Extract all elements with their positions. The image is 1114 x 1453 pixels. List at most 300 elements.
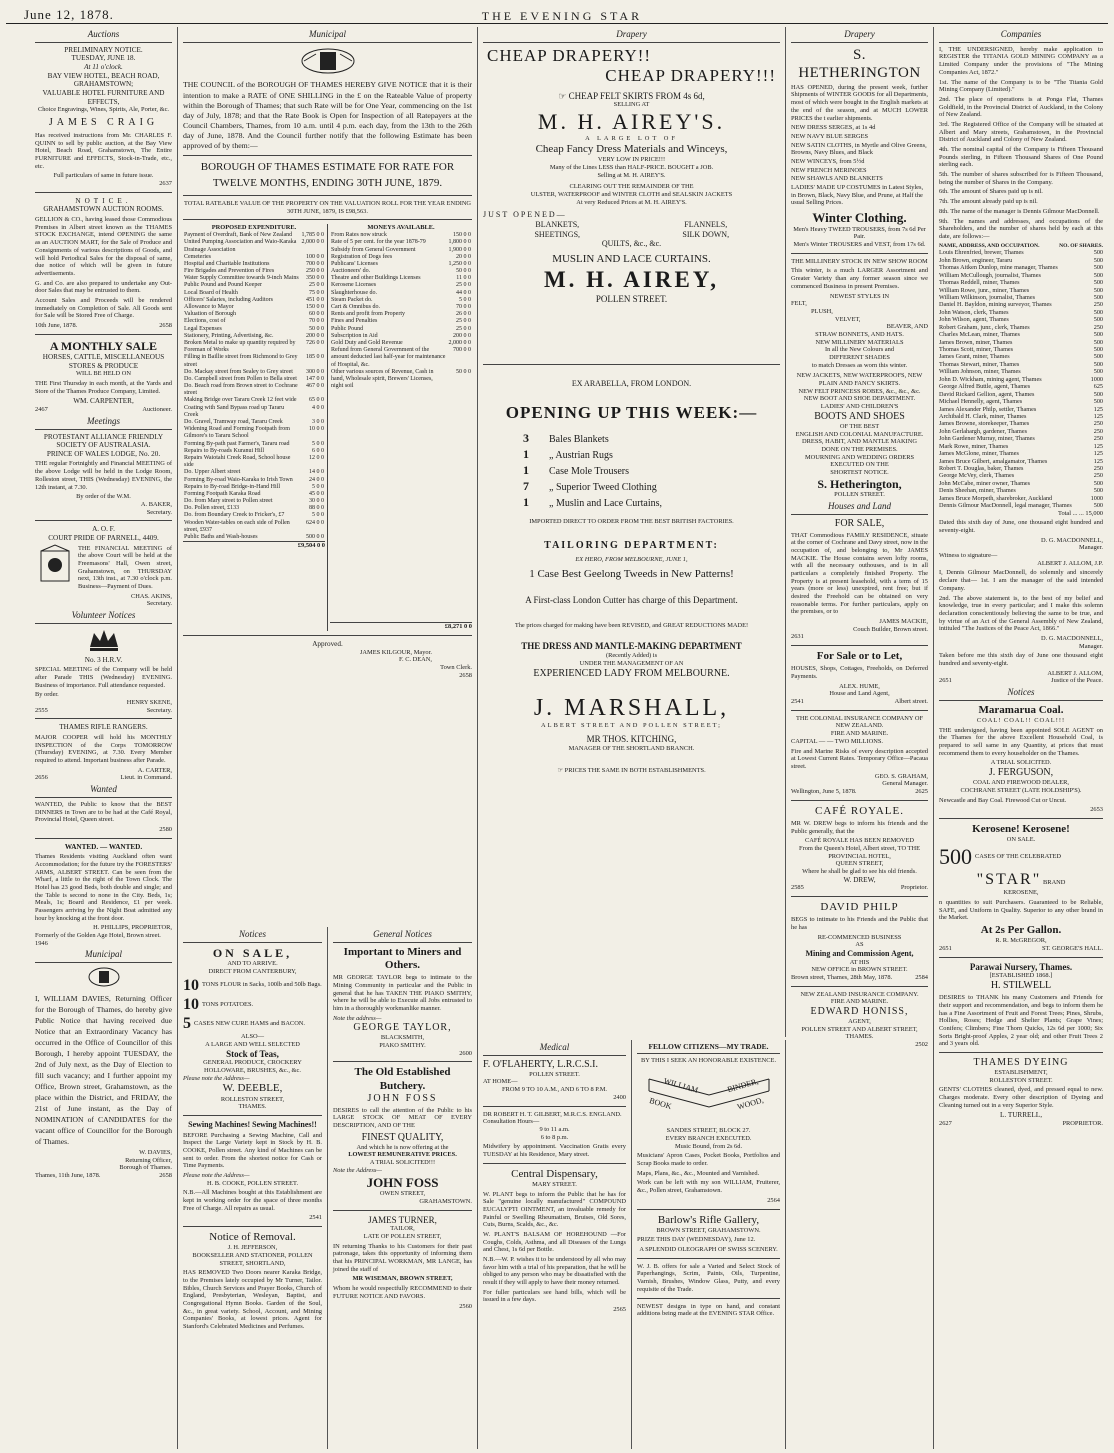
shareholder-row — [939, 249, 1103, 256]
expenditure-row — [183, 297, 325, 304]
expenditure-item: Allowance to Mayor — [184, 304, 234, 311]
ad-number: 2565 — [613, 1306, 626, 1314]
secretary: Secretary. — [146, 706, 172, 714]
signatory: CHAS. AKINS, — [130, 592, 172, 600]
signatory: A. CARTER, — [137, 766, 172, 774]
new-goods-line: NEW NAVY BLUE SERGES — [791, 132, 869, 140]
expenditure-row — [183, 426, 325, 440]
house-agent: House and Land Agent, — [829, 690, 890, 698]
major-cooper-text: MAJOR COOPER will hold his MONTHLY INSPECTION of the Corps TOMORROW (Thursday) EVENING, at 7.30. Every Member required to attend. Important business after Parade. — [35, 733, 172, 764]
moneys-row — [330, 311, 472, 318]
new-goods-line: NEW WINCEYS, from 5½d — [791, 157, 865, 165]
horses-cattle: HORSES, CATTLE, MISCELLANEOUS STORES & PRODUCE — [42, 353, 165, 370]
coach-builder: Couch Builder, Brown street. — [853, 625, 928, 633]
s-hetherington: S. Hetherington, — [817, 476, 902, 491]
shareholder-row — [939, 264, 1103, 271]
ex-hero: EX HERO, FROM MELBOURNE, JUNE 1, — [575, 556, 688, 564]
on-sale: ON SALE. — [1006, 836, 1036, 844]
moneys-item: From Rates now struck — [331, 232, 387, 239]
quilts: QUILTS, &c., &c. — [601, 239, 662, 249]
ad-number: 2625 — [915, 787, 928, 795]
central-dispensary: Central Dispensary, — [511, 1167, 598, 1180]
note-address: Note the Address— — [333, 1166, 382, 1174]
hotel-name: BAY VIEW HOTEL, BEACH ROAD, GRAHAMSTOWN; — [47, 71, 160, 89]
moneys-amount: 2,000 0 0 — [448, 339, 471, 346]
as: AS — [855, 941, 864, 949]
notice-of-removal: Notice of Removal. — [209, 1231, 296, 1244]
newspaper-title: THE EVENING STAR — [481, 8, 643, 23]
expenditure-item: Repairs to By-road Bridge-in-Hand Hill — [184, 483, 280, 490]
expenditure-item: Water Supply Committee towards 9-inch Mains — [184, 275, 299, 282]
auction-rooms: GRAHAMSTOWN AUCTION ROOMS. — [43, 205, 164, 214]
clause-3: 3rd. The Registered Office of the Company will be situated at Albert and Mary streets, Grahamstown, in the Provincial District of Auckland and Colony of New Zealand. — [939, 120, 1103, 144]
item-description: CASES NEW CURE HAMS and BACON. — [194, 1019, 306, 1027]
mining-agent: Mining and Commission Agent, — [805, 948, 914, 958]
declaration-2: 2nd. The above statement is, to the best of my belief and knowledge, true in every particular; and I make this solemn declaration conscientiously believing the same to be true, and by virtue of an Act of the General Assembly of New Zealand, intituled "The Justices of the Peace Act, 1866." — [939, 594, 1103, 633]
expenditure-row — [183, 484, 325, 491]
sale-item — [183, 995, 322, 1014]
pollen-albert: POLLEN STREET AND ALBERT STREET, THAMES. — [801, 1025, 918, 1041]
blacksmith: BLACKSMITH, — [380, 1034, 425, 1042]
expenditure-amount: 75 0 0 — [309, 289, 324, 296]
at-his: AT HIS — [849, 958, 870, 966]
shareholder-row — [939, 383, 1103, 390]
sewing-machines: Sewing Machines! Sewing Machines!! — [188, 1119, 317, 1129]
section-drapery: Drapery — [483, 27, 780, 43]
newcastle-coal: Newcastle and Bay Coal. Firewood Cut or Uncut. — [939, 796, 1067, 804]
ad-number: 2560 — [459, 1302, 472, 1310]
expenditure-item: Coating with Sand Bypass road up Tararu Creek — [184, 404, 285, 418]
item-quantity: 5 — [183, 1014, 191, 1032]
section-notices: Notices — [939, 685, 1103, 701]
moneys-row — [330, 254, 472, 261]
item-quantity: 1 — [523, 447, 529, 462]
proprietor: PROPRIETOR. — [1062, 1120, 1103, 1128]
expenditure-item: Repairs to By-roads Kuranui Hill — [184, 447, 264, 454]
manager: Manager. — [1079, 642, 1103, 650]
item-quantity: 10 — [183, 976, 199, 994]
piako-smithy: PIAKO SMITHY. — [379, 1041, 426, 1049]
pollen-street: POLLEN STREET. — [595, 293, 668, 304]
very-low: VERY LOW IN PRICE!!! — [597, 156, 666, 164]
on-sale: ON SALE, — [212, 945, 293, 960]
shareholder-name: James Brown, miner, Thames — [939, 338, 1013, 346]
ladies-children: LADIES' AND CHILDREN'S — [820, 403, 899, 411]
newest-styles: NEWEST STYLES IN — [829, 292, 890, 300]
issue-date: June 12, 1878. — [24, 7, 114, 23]
formerly: Formerly of the Golden Age Hotel, Brown street. — [35, 932, 161, 940]
moneys-amount: 20 0 0 — [456, 253, 471, 260]
clause-8: 8th. The name of the manager is Dennis Gilmour MacDonnell. — [939, 207, 1100, 215]
expenditure-item: Do. Beach road from Brown street to Cochrane street — [184, 383, 298, 397]
shareholder-name: Thomas Aitken Dunlop, mine manager, Thames — [939, 264, 1058, 272]
muslin-curtains: MUSLIN AND LACE CURTAINS. — [552, 252, 711, 265]
shareholder-shares: 500 — [1093, 256, 1103, 264]
shareholder-shares: 500 — [1093, 308, 1103, 316]
shareholder-shares: 500 — [1093, 279, 1103, 287]
shareholder-name: Dennis Gilmour MacDonnell, legal manager, Thames — [939, 502, 1072, 510]
moneys-item: Rents and profit from Property — [331, 311, 405, 318]
dress-department: THE DRESS AND MANTLE-MAKING DEPARTMENT — [521, 641, 742, 652]
bookseller: BOOKSELLER AND STATIONER, POLLEN STREET, SHORTLAND, — [192, 1251, 313, 1267]
shareholder-name: John Gardener Murray, miner, Thames — [939, 435, 1035, 443]
gellion-text: GELLION & CO., having leased those Commodious Premises in Albert street known as the THAMES STOCK EXCHANGE, intend OPENING the same as an AUCTION MART, for the Sale of Produce and Consignments of various descriptions of Goods, and will hold Periodical Sales for the disposal of same, due notice of which will be given in future advertisements. — [35, 216, 172, 277]
moneys-row — [330, 247, 472, 254]
expenditure-amount: 3 0 0 — [312, 419, 324, 426]
town-clerk-name: F. C. DEAN, — [398, 656, 432, 664]
mcgregor: R. R. McGREGOR, — [995, 937, 1047, 945]
section-notices: Notices — [183, 927, 322, 943]
expenditure-row — [183, 441, 325, 448]
moneys-amount: 25 0 0 — [456, 325, 471, 332]
albert-pollen: ALBERT STREET AND POLLEN STREET; — [541, 722, 722, 730]
shareholder-shares: 1000 — [1090, 375, 1103, 383]
prices-same: PRICES THE SAME IN BOTH ESTABLISHMENTS. — [564, 766, 706, 774]
shareholder-name: John Gerlahargh, gardener, Thames — [939, 427, 1028, 435]
expenditure-item: Public Baths and Wash-houses — [184, 534, 258, 541]
borough: Borough of Thames. — [119, 1164, 172, 1172]
expenditure-amount: 1,785 0 0 — [301, 232, 324, 239]
imported-direct: IMPORTED DIRECT TO ORDER FROM THE BEST BRITISH FACTORIES. — [529, 518, 734, 526]
expenditure-amount: 451 0 0 — [306, 296, 324, 303]
large-lot: A LARGE LOT OF — [585, 135, 678, 143]
moneys-row — [330, 326, 472, 333]
ad-number: 2631 — [791, 633, 804, 641]
expenditure-row — [183, 318, 325, 325]
clause-9: 9th. The names and addresses, and occupations of the Shareholders, and the number of shares held by each at this date, are follows:— — [939, 217, 1103, 240]
crown-icon — [86, 627, 122, 653]
justice: Justice of the Peace. — [1051, 677, 1103, 685]
moneys-row — [330, 290, 472, 297]
opening-item — [523, 479, 780, 494]
shareholder-shares: 500 — [1093, 331, 1103, 339]
maramarua-coal: Maramarua Coal. — [978, 703, 1064, 716]
every-branch: EVERY BRANCH EXECUTED. — [665, 1135, 752, 1143]
moneys-item: Subsidy from General Government — [331, 246, 416, 253]
shareholder-row — [939, 279, 1103, 286]
shareholder-row — [939, 420, 1103, 427]
ad-number: 2653 — [1090, 806, 1103, 814]
shareholder-row — [939, 257, 1103, 264]
shareholder-shares: 500 — [1093, 271, 1103, 279]
millinery-materials: NEW MILLINERY MATERIALS — [815, 338, 904, 346]
edward-honiss: EDWARD HONISS, — [810, 1005, 909, 1017]
secretary: Secretary. — [146, 600, 172, 608]
opening-item — [523, 463, 780, 478]
expenditure-item: Forming By-path past Farmer's, Tararu road — [184, 440, 290, 447]
expenditure-amount: 2,000 0 0 — [301, 239, 324, 246]
opening-items — [523, 431, 780, 510]
returning-officer: Returning Officer, — [125, 1156, 172, 1164]
moneys-row — [330, 347, 472, 369]
expenditure-item: Do. from Mary street to Pollen street — [184, 498, 273, 505]
ad-number: 2585 — [791, 884, 804, 892]
prize-this-day: PRIZE THIS DAY (WEDNESDAY), June 12. — [637, 1236, 756, 1244]
general-produce: GENERAL PRODUCE, CROCKERY HOLLOWARE, BRUSHES, &c., &c. — [203, 1059, 302, 1074]
sale-time: At 11 o'clock. — [84, 63, 123, 72]
solemn-declaration: I, Dennis Gilmour MacDonnell, do solemnly and sincerely declare that— 1st. I am the manager of the said intended Company. — [939, 569, 1103, 592]
has-been-removed: CAFÉ ROYALE HAS BEEN REMOVED — [805, 837, 914, 845]
new-goods-line: NEW DRESS SERGES, at 1s 4d — [791, 124, 876, 132]
moneys-amount: 11 0 0 — [456, 275, 471, 282]
shareholder-shares: 125 — [1093, 442, 1103, 450]
expenditure-item: Valuation of Borough — [184, 311, 236, 318]
sale-item — [183, 1014, 322, 1033]
clause-4: 4th. The nominal capital of the Company is Fifteen Thousand Pounds sterling, in Fifteen Thousand Shares of One Pound sterling each. — [939, 146, 1103, 169]
notice-heading: NOTICE. — [75, 196, 132, 205]
established: [ESTABLISHED 1868.] — [989, 972, 1053, 980]
moneys-amount: 150 0 0 — [453, 232, 471, 239]
fire-marine: FIRE AND MARINE. — [830, 998, 889, 1006]
item-description: „ Superior Tweed Clothing — [549, 482, 657, 494]
turrell: L. TURRELL, — [1000, 1111, 1042, 1120]
moneys-amount: 26 0 0 — [456, 311, 471, 318]
proprietor: Proprietor. — [900, 884, 928, 892]
kitching: MR THOS. KITCHING, — [586, 734, 677, 745]
pollen-street: POLLEN STREET. — [529, 1070, 580, 1078]
winter-clothing: Winter Clothing. — [812, 210, 907, 226]
shareholder-row — [939, 398, 1103, 405]
expenditure-amount: 147 0 0 — [306, 375, 324, 382]
expenditure-total: £9,504 0 0 — [183, 541, 325, 550]
pointing-hand-icon: ☞ — [557, 766, 565, 774]
lowest-prices: LOWEST REMUNERATIVE PRICES. — [348, 1151, 457, 1159]
m-h-airey: M. H. AIREY, — [543, 267, 720, 293]
hrv-heading: No. 3 H.R.V. — [84, 655, 123, 664]
kerosene-heading: Kerosene! Kerosene! — [972, 822, 1070, 835]
just-opened: JUST OPENED— — [483, 210, 567, 220]
shareholder-shares: 250 — [1093, 420, 1103, 428]
shareholder-shares: 500 — [1093, 346, 1103, 353]
shareholder-row — [939, 353, 1103, 360]
experienced-lady: EXPERIENCED LADY FROM MELBOURNE. — [533, 667, 730, 679]
william-label: WILLIAM — [662, 1076, 700, 1096]
shareholder-shares: 500 — [1093, 502, 1103, 510]
shareholder-row — [939, 331, 1103, 338]
expenditure-row — [183, 498, 325, 505]
auctioneer-craig: JAMES CRAIG — [48, 116, 159, 128]
also: ALSO— — [240, 1033, 265, 1041]
expenditure-amount: 45 0 0 — [309, 490, 324, 497]
ad-number: 2658 — [459, 671, 472, 679]
hetherington-title: S. HETHERINGTON — [798, 46, 921, 81]
shareholder-name: James Grant, miner, Thames — [939, 353, 1010, 361]
colonial-insurance: THE COLONIAL INSURANCE COMPANY OF NEW ZEALAND. — [795, 714, 924, 730]
expenditure-amount: 350 0 0 — [306, 275, 324, 282]
moneys-total: £8,271 0 0 — [330, 622, 472, 631]
large-selected: A LARGE AND WELL SELECTED — [205, 1040, 300, 1048]
item-description: TONS POTATOES. — [202, 1000, 254, 1008]
expenditure-amount: 624 0 0 — [306, 519, 324, 526]
coat-of-arms-icon — [87, 966, 121, 988]
millinery-text: This winter, is a much LARGER Assortment and Greater Variety than any former season since we commenced Business in present Premises. — [791, 267, 928, 290]
at-home: AT HOME— — [483, 1078, 518, 1086]
craig-text: Has received instructions from Mr. CHARLES F. QUINN to sell by public auction, at the Bay View Hotel, Beach Road, Grahamstown, The Entire FURNITURE and EFFECTS, Stock-in-Trade, etc., etc. — [35, 131, 172, 170]
shareholder-name: Louis Ehrenfried, brewer, Thames — [939, 249, 1024, 257]
millinery-stock: THE MILLINERY STOCK IN NEW SHOW ROOM — [791, 257, 928, 265]
shortest-notice: SHORTEST NOTICE. — [830, 468, 889, 476]
albert-street: Albert street. — [894, 698, 928, 706]
manager-branch: MANAGER OF THE SHORTLAND BRANCH. — [568, 744, 695, 752]
expenditure-item: Fire Brigades and Prevention of Fires — [184, 268, 275, 275]
sheetings: SHEETINGS, — [534, 229, 581, 239]
shareholder-row — [939, 301, 1103, 308]
moneys-table — [330, 232, 472, 390]
expenditure-item: Do. Mackay street from Sealey to Grey street — [184, 368, 293, 375]
midwifery: Midwifery by appointment. Vaccination Gratis every TUESDAY at his Residence, Mary street. — [483, 1143, 626, 1158]
ad-number: 2400 — [613, 1093, 626, 1101]
approved: Approved. — [312, 639, 343, 648]
shareholder-row — [939, 272, 1103, 279]
protestant-alliance: PROTESTANT ALLIANCE FRIENDLY SOCIETY OF AUSTRALASIA. — [43, 432, 164, 450]
particulars: Full particulars of same in future issue. — [53, 172, 154, 180]
moneys-amount: 70 0 0 — [456, 304, 471, 311]
moneys-item: Refund from General Government of the amount deducted last half-year for maintenance of Hospital, &c. — [331, 347, 446, 368]
column-municipal — [178, 27, 478, 927]
for-sale: FOR SALE, — [834, 517, 885, 529]
moneys-row — [330, 297, 472, 304]
moneys-row — [330, 268, 472, 275]
shareholder-shares: 500 — [1093, 353, 1103, 361]
special-meeting: SPECIAL MEETING of the Company will be held after Parade THIS (Wednesday) EVENING. Business of importance. Full attendance requested. — [35, 666, 172, 689]
maps-plans: Maps, Plans, &c., &c., Mounted and Varnished. — [637, 1169, 760, 1177]
plant-nb: N.B.—W. P. wishes it to be understood by all who may favor him with a trial of his preparation, that he will be obliged to any person who may be dissatisfied with the result if they will apply to have their money returned. — [483, 1256, 626, 1287]
moneys-item: Registration of Dogs fees — [331, 253, 393, 260]
nz-insurance: NEW ZEALAND INSURANCE COMPANY. — [800, 990, 919, 998]
clause-6: 6th. The amount of Shares paid up is nil. — [939, 188, 1043, 196]
expenditure-amount: 185 0 0 — [306, 354, 324, 361]
pointing-hand-icon: ☞ — [558, 90, 569, 101]
cochrane-street: COCHRANE STREET (LATE HOLDSHIP'S). — [960, 786, 1082, 794]
stock-of-teas: Stock of Teas, — [226, 1048, 279, 1059]
foresters-arms-text: Thames Residents visiting Auckland often want Accommodation; for the future try the FORESTERS' ARMS, ALBERT STREET. Can be seen from the Wharf, a little to the right of the Town Clock. The Hotel has 23 good Beds, both double and single; and the Table is second to none in the City. Beds, 1s; Meals, 1s; Board and Residence, £1 per week. Passengers arriving by the Night Boat admitted any hour by knocking at the front door. — [35, 853, 172, 922]
english-colonial: ENGLISH AND COLONIAL MANUFACTURE. — [795, 430, 924, 438]
thames-dyeing: THAMES DYEING — [973, 1056, 1069, 1068]
preliminary-notice: PRELIMINARY NOTICE. — [64, 45, 143, 54]
moneys-item: Steam Packet do. — [331, 296, 373, 303]
grahamstown: GRAHAMSTOWN. — [419, 1197, 472, 1205]
section-volunteer: Volunteer Notices — [35, 608, 172, 624]
moneys-item: Cart & Omnibus do. — [331, 304, 380, 311]
book-label: BOOK — [648, 1096, 673, 1112]
shareholder-shares: 125 — [1093, 457, 1103, 465]
direct-canterbury: DIRECT FROM CANTERBURY, — [208, 967, 297, 975]
ad-number: 2564 — [767, 1196, 780, 1204]
match-dresses: to match Dresses as worn this winter. — [811, 361, 908, 369]
new-jackets: NEW JACKETS, NEW WATERPROOFS, NEW PLAIN AND FANCY SKIRTS. — [796, 372, 923, 388]
expenditure-item: Filling in Baillie street from Richmond to Grey street — [184, 354, 298, 368]
shareholder-row — [939, 406, 1103, 413]
notice-date: Thames, 11th June, 1878. — [35, 1171, 101, 1179]
shareholder-name: George Alfred Buttle, agent, Thames — [939, 383, 1031, 391]
shareholder-name: John Wilson, agent, Thames — [939, 316, 1009, 324]
moneys-amount: 1,900 0 0 — [448, 246, 471, 253]
trial-solicited: A TRIAL SOLICITED!!! — [369, 1159, 436, 1167]
blankets: BLANKETS, — [535, 220, 580, 230]
felt-skirts: CHEAP FELT SKIRTS FROM 4s 6d, — [568, 90, 705, 101]
expenditure-amount: 24 0 0 — [309, 476, 324, 483]
recommend: Whom he would respectfully RECOMMEND to their FUTURE NOTICE AND FAVORS. — [333, 1285, 472, 1300]
shareholder-name: William Wilkinson, journalist, Thames — [939, 293, 1036, 301]
per-gallon: At 2s Per Gallon. — [980, 924, 1062, 937]
section-houses-land: Houses and Land — [791, 499, 928, 515]
clearing-out: CLEARING OUT THE REMAINDER OF THE — [569, 183, 694, 191]
taken-before: Taken before me this sixth day of June one thousand eight hundred and seventy-eight. — [939, 652, 1103, 667]
finest-quality: FINEST QUALITY, — [361, 1131, 444, 1143]
shareholder-row — [939, 413, 1103, 420]
removal-text: HAS REMOVED Two Doors nearer Karaka Bridge, to the Premises lately occupied by Mr Turner, Tailor. Bibles, Church Services and Prayer Books, Church of England, Presbyterian, Wesleyan, Baptist, and Congregational Hymn Books. Garden of the Soul, &c., in great variety. School, Account, and Mining Companies' Books, at lowest prices. Agent for Stanford's Celebrated Medicines and Perfumes. — [183, 1269, 322, 1331]
section-medical: Medical — [483, 1040, 626, 1056]
column-auctions — [30, 27, 178, 1449]
expenditure-item: Local Board of Health — [184, 289, 238, 296]
shareholder-shares: 500 — [1093, 293, 1103, 301]
item-quantity: 1 — [523, 463, 529, 478]
shareholder-name: Daniel H. Bayldon, mining surveyor, Thames — [939, 301, 1052, 309]
manager: Manager. — [1079, 544, 1103, 552]
moneys-amount: 700 0 0 — [453, 347, 471, 354]
shareholder-name: James Alexander Philp, settler, Thames — [939, 405, 1037, 413]
shareholder-name: John Brown, engineer, Tararu — [939, 256, 1013, 264]
princess-robes: NEW FELT PRINCESS ROBES, &c., &c., &c. — [798, 387, 921, 395]
rangers-heading: THAMES RIFLE RANGERS. — [59, 723, 148, 732]
prince-lodge: PRINCE OF WALES LODGE, No. 20. — [46, 449, 161, 458]
signatory: A. BAKER, — [140, 500, 172, 508]
expenditure-row — [183, 239, 325, 253]
section-wanted: Wanted — [35, 782, 172, 798]
geelong-tweeds: 1 Case Best Geelong Tweeds in New Patterns! — [529, 567, 734, 580]
expenditure-row — [183, 397, 325, 404]
selling-airey: Selling at M. H. AIREY'S. — [597, 171, 666, 179]
for-sale-let: For Sale or to Let, — [816, 650, 903, 663]
st-georges-hall: ST. GEORGE'S HALL. — [1041, 945, 1103, 952]
estimate-title: BOROUGH OF THAMES ESTIMATE FOR RATE FOR TWELVE MONTHS, ENDING 30TH JUNE, 1879. — [200, 161, 455, 189]
expenditure-item: Forming By-road Waio-Karaka to Irish Town — [184, 476, 293, 483]
silk-down: SILK DOWN, — [682, 229, 730, 239]
shareholder-name: Robert T. Douglas, baker, Thames — [939, 465, 1024, 472]
expenditure-amount: 60 0 0 — [309, 311, 324, 318]
shareholder-row — [939, 346, 1103, 353]
brand: BRAND — [1043, 879, 1066, 887]
new-goods-line: NEW SATIN CLOTHS, in Myrtle and Olive Greens, Browns, Navy Blues, and Black — [791, 141, 927, 157]
taylor-text: MR GEORGE TAYLOR begs to intimate to the Mining Community in particular and the Public in general that he has TAKEN THE PIAKO SMITHY, where he will be able to Execute all Jobs entrusted to him in a thoroughly workmanlike manner. — [333, 974, 472, 1012]
clause-2: 2nd. The place of operations is at Ponga Flat, Thames Goldfield, in the Provincial District of Auckland, in the Colony of New Zealand. — [939, 95, 1103, 119]
sandes-street: SANDES STREET, BLOCK 27. — [666, 1127, 751, 1135]
shareholder-name: James McGlone, miner, Thames — [939, 450, 1019, 458]
section-general-notices: General Notices — [333, 927, 472, 943]
has-opened: HAS OPENED, during the present week, further Shipments of WINTER GOODS for all Departments, most of which were bought in the English markets at the end of the season, and at MUCH LOWER PRICES the t earlier shipments. — [791, 83, 928, 122]
parawai-nursery: Parawai Nursery, Thames. — [969, 961, 1073, 972]
moneys-amount: 25 0 0 — [456, 318, 471, 325]
column-hetherington — [786, 27, 934, 1449]
section-municipal: Municipal — [183, 27, 472, 43]
gents-clothes: GENTS' CLOTHES cleaned, dyed, and pressed equal to new. Charges moderate. Every other description of Dyeing and Cleaning turned out in a very Superior Style. — [939, 1086, 1103, 1109]
shareholder-name: Archibald H. Clark, miner, Thames — [939, 412, 1027, 420]
shareholder-shares: 500 — [1093, 338, 1103, 346]
shareholder-shares: 500 — [1093, 360, 1103, 368]
new-colours: In all the New Colours and — [824, 346, 895, 354]
cases-celebrated: CASES OF THE CELEBRATED — [975, 853, 1061, 861]
shareholder-shares: 500 — [1093, 479, 1103, 487]
hours-pm: 6 to 8 p.m. — [540, 1133, 569, 1141]
shareholder-name: William Johnson, miner, Thames — [939, 368, 1021, 376]
fire-marine-risks: Fire and Marine Risks of every description accepted at Lowest Current Rates. Temporary Office—Pacaua street. — [791, 747, 928, 770]
expenditure-row — [183, 333, 325, 340]
moneys-amount: 50 0 0 — [456, 368, 471, 375]
gellion-text3: Account Sales and Proceeds will be rendered immediately on Completion of Sale. All Goods sent for Sale will be Stored Free of Charge. — [35, 296, 172, 320]
section-drapery: Drapery — [791, 27, 928, 43]
different-shades: DIFFERENT SHADES — [829, 354, 890, 362]
expenditure-row — [183, 268, 325, 275]
